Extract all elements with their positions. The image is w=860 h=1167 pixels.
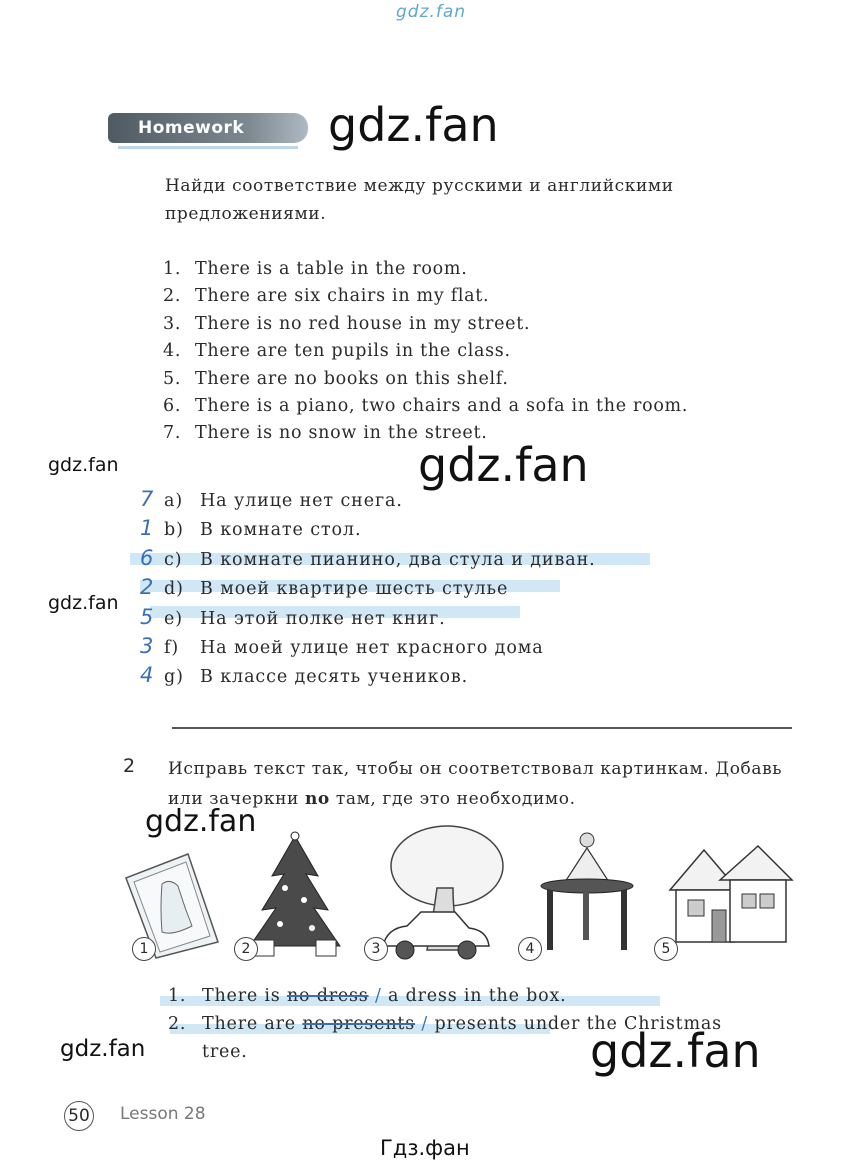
picture-number: 3 (364, 937, 388, 961)
handwritten-answer: 6 (140, 545, 155, 570)
exercise2-sentence-list (168, 982, 722, 1066)
list-item: 3. There is no red house in my street. (163, 313, 531, 334)
english-sentence-list (163, 256, 688, 448)
homework-badge (108, 113, 308, 143)
list-item: 5. There are no books on this shelf. (163, 368, 509, 389)
watermark-medium: gdz.fan (145, 804, 257, 839)
list-item: 2. There are no presents / presents under the Christmas (168, 1014, 722, 1034)
list-item: 7 a) На улице нет снега. (140, 486, 596, 515)
list-item: 6 c) В комнате пианино, два стула и диван. (140, 545, 596, 574)
doll-on-table-picture (535, 828, 645, 958)
homework-label: Homework (138, 118, 245, 138)
watermark-small: gdz.fan (48, 454, 119, 476)
list-item: 1. There is a table in the room. (163, 259, 468, 279)
watermark-large: gdz.fan (590, 1024, 761, 1078)
page-number: 50 (64, 1101, 94, 1131)
struck-text: no dress (286, 986, 369, 1006)
watermark-large: gdz.fan (418, 438, 589, 492)
list-item: 3 f) На моей улице нет красного дома (140, 633, 596, 662)
list-item: 5 e) На этой полке нет книг. (140, 604, 596, 633)
list-item: tree. (202, 1042, 248, 1062)
picture-number: 1 (132, 937, 156, 961)
watermark-top: gdz.fan (396, 2, 467, 22)
lesson-label: Lesson 28 (120, 1104, 206, 1124)
house-picture (660, 838, 800, 953)
picture-number: 2 (234, 937, 258, 961)
handwritten-answer: 4 (140, 663, 155, 688)
exercise2-instruction: Исправь текст так, чтобы он соответствовал картинкам. Добавь или зачеркни no там, где это необходимо. (168, 759, 783, 809)
list-item: 4. There are ten pupils in the class. (163, 341, 511, 362)
handwritten-answer: 1 (140, 516, 155, 541)
watermark-large: gdz.fan (328, 98, 499, 152)
exercise1-instruction: Найди соответствие между русскими и английскими предложениями. (165, 176, 674, 224)
exercise2-number: 2 (123, 755, 136, 777)
watermark-footer: Гдз.фан (380, 1136, 470, 1160)
watermark-small: gdz.fan (60, 1036, 146, 1062)
handwritten-answer: 2 (140, 575, 155, 600)
list-item: 2 d) В моей квартире шесть стулье (140, 574, 596, 603)
picture-number: 5 (654, 937, 678, 961)
watermark-small: gdz.fan (48, 592, 119, 614)
list-item: 6. There is a piano, two chairs and a sofa in the room. (163, 396, 689, 417)
russian-sentence-list (140, 486, 596, 692)
tree-and-car-picture (375, 818, 505, 968)
handwritten-answer: 3 (140, 634, 155, 659)
handwritten-answer: 7 (140, 487, 155, 511)
list-item: 1 b) В комнате стол. (140, 515, 596, 544)
list-item: 4 g) В классе десять учеников. (140, 662, 596, 691)
list-item: 1. There is no dress / a dress in the box. (168, 986, 567, 1006)
picture-number: 4 (518, 937, 542, 961)
list-item: 7. There is no snow in the street. (163, 423, 488, 444)
list-item: 2. There are six chairs in my flat. (163, 286, 490, 307)
handwritten-answer: 5 (140, 604, 155, 629)
section-divider (172, 727, 792, 729)
struck-text: no presents (302, 1014, 416, 1034)
